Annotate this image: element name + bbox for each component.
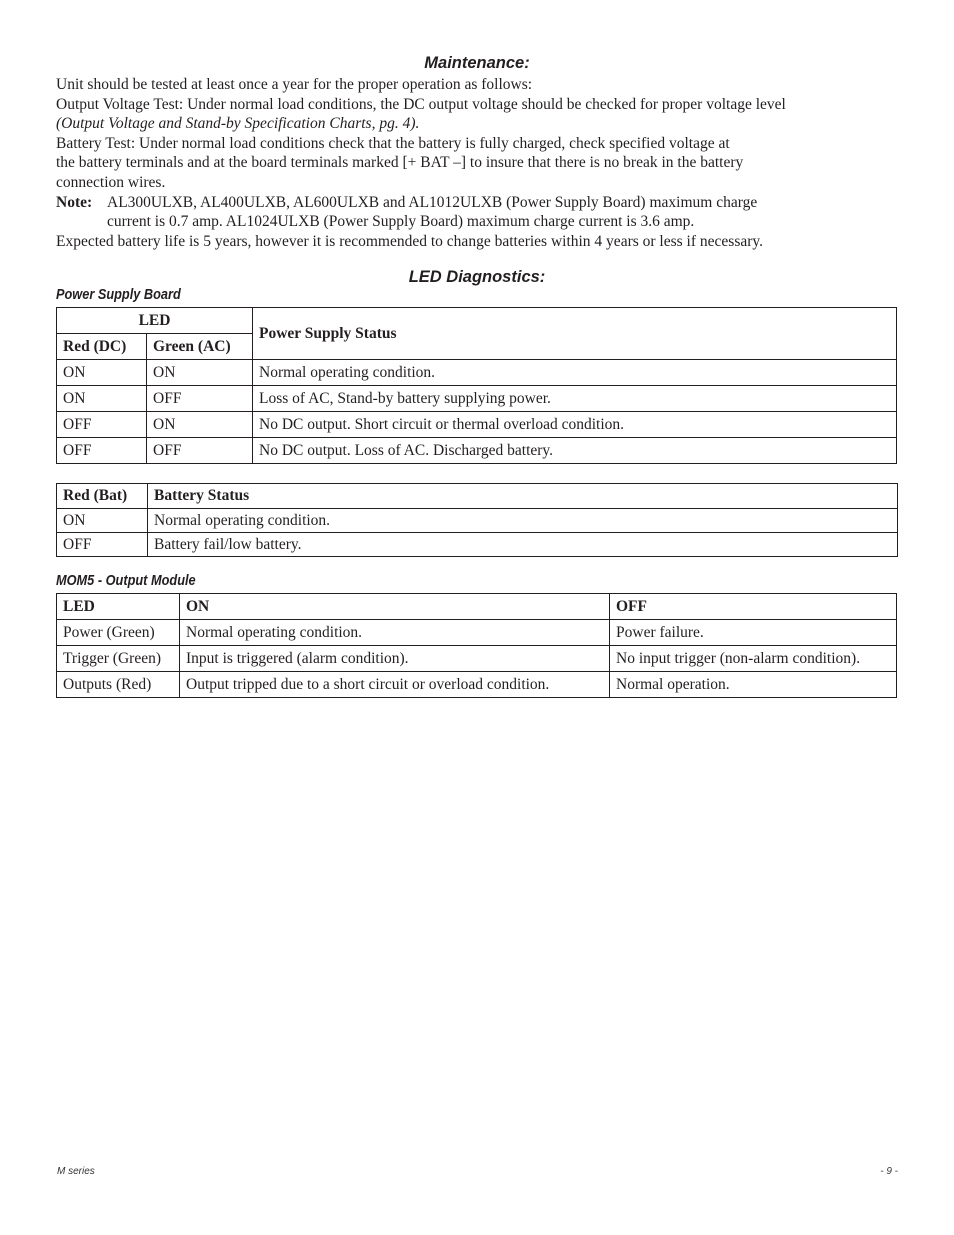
power-supply-table <box>56 307 897 464</box>
red-cell: ON <box>57 360 147 386</box>
red-dc-header: Red (DC) <box>57 334 147 360</box>
battery-table <box>56 483 898 557</box>
maintenance-text <box>56 75 898 251</box>
maintenance-line-3: (Output Voltage and Stand-by Specification Charts, pg. 4). <box>56 115 420 133</box>
led-cell: Outputs (Red) <box>57 672 180 698</box>
on-cell: Input is triggered (alarm condition). <box>180 646 610 672</box>
table-row <box>57 620 897 646</box>
red-bat-header: Red (Bat) <box>57 484 148 509</box>
status-cell: Battery fail/low battery. <box>148 533 898 557</box>
maintenance-line-4: Battery Test: Under normal load conditions check that the battery is fully charged, check specified voltage at <box>56 134 730 152</box>
status-cell: Loss of AC, Stand-by battery supplying power. <box>253 386 897 412</box>
status-cell: No DC output. Short circuit or thermal overload condition. <box>253 412 897 438</box>
led-diagnostics-title: LED Diagnostics: <box>408 268 546 287</box>
footer-series: M series <box>57 1166 95 1177</box>
on-cell: Normal operating condition. <box>180 620 610 646</box>
led-cell: ON <box>57 509 148 533</box>
power-supply-status-header: Power Supply Status <box>253 308 897 360</box>
red-cell: OFF <box>57 412 147 438</box>
off-cell: Normal operation. <box>610 672 897 698</box>
green-cell: OFF <box>147 386 253 412</box>
maintenance-line-7: Expected battery life is 5 years, however it is recommended to change batteries within 4 years or less if necessary. <box>56 232 764 250</box>
note-line-2: current is 0.7 amp. AL1024ULXB (Power Supply Board) maximum charge current is 3.6 amp. <box>107 213 695 231</box>
mom5-led-header: LED <box>57 594 180 620</box>
mom5-table <box>56 593 897 698</box>
led-cell: Power (Green) <box>57 620 180 646</box>
red-cell: OFF <box>57 438 147 464</box>
table-row <box>57 646 897 672</box>
maintenance-line-2: Output Voltage Test: Under normal load conditions, the DC output voltage should be checked for proper voltage level <box>56 95 786 113</box>
led-cell: Trigger (Green) <box>57 646 180 672</box>
mom5-on-header: ON <box>180 594 610 620</box>
power-supply-board-subtitle: Power Supply Board <box>56 287 181 304</box>
mom5-off-header: OFF <box>610 594 897 620</box>
maintenance-title: Maintenance: <box>424 54 530 72</box>
table-row <box>57 533 898 557</box>
maintenance-line-5: the battery terminals and at the board terminals marked [+ BAT –] to insure that there is no break in the battery <box>56 154 744 172</box>
led-cell: OFF <box>57 533 148 557</box>
table-row <box>57 509 898 533</box>
battery-status-header: Battery Status <box>148 484 898 509</box>
table-row <box>57 438 897 464</box>
table-row <box>57 412 897 438</box>
led-header: LED <box>57 308 253 334</box>
note-row <box>56 193 898 213</box>
page-content <box>56 52 898 698</box>
table-row <box>57 386 897 412</box>
green-cell: OFF <box>147 438 253 464</box>
maintenance-line-1: Unit should be tested at least once a year for the proper operation as follows: <box>56 76 533 93</box>
status-cell: Normal operating condition. <box>148 509 898 533</box>
off-cell: Power failure. <box>610 620 897 646</box>
table-row <box>57 672 897 698</box>
green-cell: ON <box>147 412 253 438</box>
status-cell: Normal operating condition. <box>253 360 897 386</box>
on-cell: Output tripped due to a short circuit or overload condition. <box>180 672 610 698</box>
green-cell: ON <box>147 360 253 386</box>
table-row <box>57 360 897 386</box>
mom5-subtitle: MOM5 - Output Module <box>56 573 196 590</box>
red-cell: ON <box>57 386 147 412</box>
note-label: Note: <box>56 193 93 211</box>
footer-page-number: - 9 - <box>880 1166 898 1177</box>
green-ac-header: Green (AC) <box>147 334 253 360</box>
note-line-1: AL300ULXB, AL400ULXB, AL600ULXB and AL1012ULXB (Power Supply Board) maximum charge <box>107 193 758 211</box>
maintenance-line-6: connection wires. <box>56 173 166 191</box>
off-cell: No input trigger (non-alarm condition). <box>610 646 897 672</box>
status-cell: No DC output. Loss of AC. Discharged battery. <box>253 438 897 464</box>
